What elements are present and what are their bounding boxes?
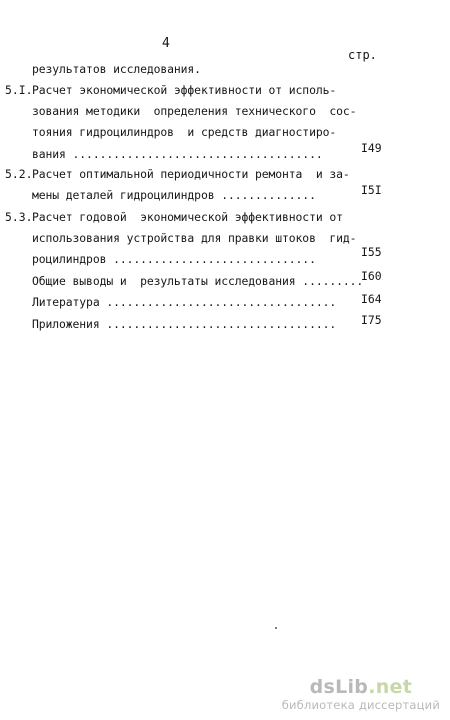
pages-column-header: стр.: [348, 48, 377, 62]
toc-line: мены деталей гидроцилиндров ..............: [32, 188, 316, 202]
toc-line: Приложения ..................................: [32, 317, 337, 331]
toc-line: зования методики определения технического сос-: [32, 104, 357, 118]
watermark-caption: библиотека диссертаций: [281, 698, 440, 712]
toc-line: вания .....................................: [32, 147, 323, 161]
scan-speck: [275, 627, 277, 629]
watermark-logo-tld: .net: [368, 676, 413, 698]
toc-page-ref: I49: [361, 141, 382, 155]
page-number: 4: [162, 36, 170, 51]
section-number: 5.2.: [5, 167, 33, 181]
toc-line: тояния гидроцилиндров и средств диагностиро-: [32, 125, 337, 139]
toc-line: Расчет оптимальной периодичности ремонта и за-: [32, 167, 350, 181]
toc-line: роцилиндров ..............................: [32, 252, 316, 266]
toc-line: Литература ..................................: [32, 295, 337, 309]
toc-page-ref: I5I: [361, 183, 382, 197]
watermark: [282, 676, 440, 712]
toc-line: Общие выводы и результаты исследования .........: [32, 274, 364, 288]
toc-line: результатов исследования.: [32, 62, 201, 76]
section-number: 5.I.: [5, 83, 33, 97]
toc-line: Расчет годовой экономической эффективности от: [32, 210, 343, 224]
toc-page-ref: I55: [361, 245, 382, 259]
toc-line: использования устройства для правки штоков гид-: [32, 231, 357, 245]
section-number: 5.3.: [5, 210, 33, 224]
toc-page-ref: I60: [361, 269, 382, 283]
toc-line: Расчет экономической эффективности от исполь-: [32, 83, 337, 97]
watermark-logo: [282, 676, 440, 698]
toc-page-ref: I64: [361, 292, 382, 306]
toc-page-ref: I75: [361, 313, 382, 327]
watermark-logo-main: dsLib: [309, 676, 369, 698]
